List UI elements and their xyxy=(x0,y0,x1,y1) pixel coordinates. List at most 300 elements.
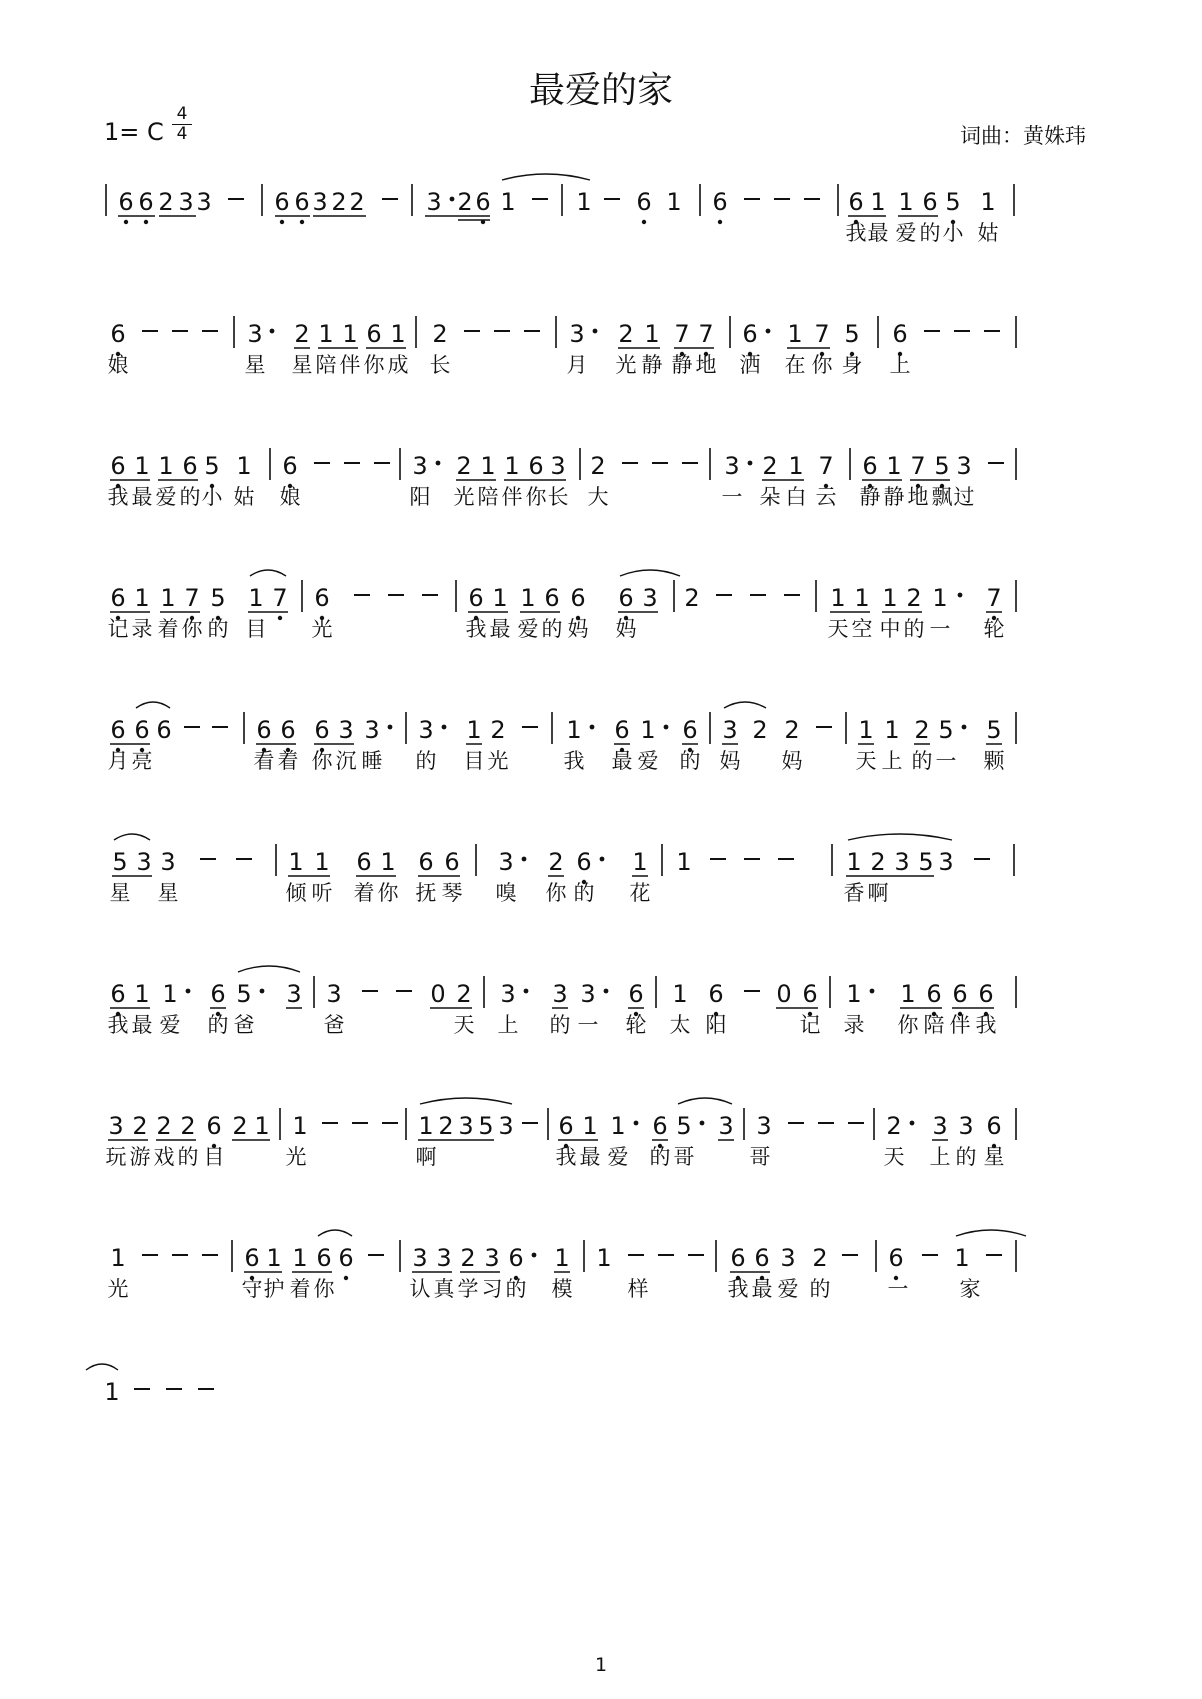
system-7-note: 6 xyxy=(978,980,994,1008)
system-8-note: 2 xyxy=(156,1112,172,1140)
system-1-aug-dot xyxy=(450,197,455,202)
system-9-lyric: 光 xyxy=(107,1277,129,1301)
system-5-note: 5 xyxy=(986,716,1002,744)
system-6-note: 1 xyxy=(380,848,396,876)
system-7-note: 6 xyxy=(110,980,126,1008)
system-9-note: 3 xyxy=(484,1244,500,1272)
system-1-slur xyxy=(502,174,590,180)
system-6-note: 3 xyxy=(160,848,176,876)
system-6-lyric: 嗅 xyxy=(495,881,517,905)
system-6-note: 1 xyxy=(846,848,862,876)
system-7-aug-dot xyxy=(260,989,265,994)
system-4-lyric: 轮 xyxy=(983,617,1005,641)
system-8-lyric: 光 xyxy=(285,1145,307,1169)
system-3-aug-dot xyxy=(436,461,441,466)
system-2-aug-dot xyxy=(593,329,598,334)
system-8-lyric: 的 xyxy=(955,1145,977,1169)
system-1-note: 6 xyxy=(118,188,134,216)
system-2-lyric: 静 xyxy=(641,353,663,377)
system-7-note: 6 xyxy=(708,980,724,1008)
system-4-lyric: 着 xyxy=(157,617,179,641)
system-9-note: 6 xyxy=(730,1244,746,1272)
system-3-note: 1 xyxy=(504,452,520,480)
system-1-note: 6 xyxy=(475,188,491,216)
system-3-lyric: 白 xyxy=(785,485,807,509)
system-4-note: 6 xyxy=(618,584,634,612)
system-3-note: 2 xyxy=(762,452,778,480)
system-2-lyric: 地 xyxy=(695,353,717,377)
system-7-note: 1 xyxy=(162,980,178,1008)
system-8-lyric: 啊 xyxy=(415,1145,437,1169)
system-3-lyric: 静 xyxy=(883,485,905,509)
system-6-slur xyxy=(848,834,952,840)
system-2-lyric: 在 xyxy=(784,353,806,377)
system-7-lyric: 阳 xyxy=(705,1013,727,1037)
system-4-lyric: 我 xyxy=(465,617,487,641)
system-6-lyric: 琴 xyxy=(441,881,463,905)
system-7-note: 6 xyxy=(802,980,818,1008)
system-5-lyric: 上 xyxy=(881,749,903,773)
system-1-note: 6 xyxy=(922,188,938,216)
system-5-note: 2 xyxy=(752,716,768,744)
system-4-note: 1 xyxy=(160,584,176,612)
system-7-note: 1 xyxy=(672,980,688,1008)
system-6-note: 5 xyxy=(112,848,128,876)
system-2-lyric: 你 xyxy=(811,353,833,377)
system-9-note: 2 xyxy=(812,1244,828,1272)
system-4-note: 1 xyxy=(520,584,536,612)
system-8-note: 2 xyxy=(132,1112,148,1140)
system-3-note: 1 xyxy=(158,452,174,480)
system-1-note: 6 xyxy=(294,188,310,216)
system-8-aug-dot xyxy=(700,1121,705,1126)
system-1-note: 2 xyxy=(457,188,473,216)
system-9-lyric: 最 xyxy=(751,1277,773,1301)
system-5-note: 6 xyxy=(314,716,330,744)
system-6-note: 2 xyxy=(548,848,564,876)
system-6-lyric: 你 xyxy=(377,881,399,905)
system-6-lyric: 倾 xyxy=(285,881,307,905)
system-3-aug-dot xyxy=(748,461,753,466)
system-9-lyric: 我 xyxy=(727,1277,749,1301)
system-3-note: 1 xyxy=(886,452,902,480)
system-7-lyric: 伴 xyxy=(949,1013,971,1037)
system-1-octave-dot-low xyxy=(124,220,128,224)
system-3-lyric: 光 xyxy=(453,485,475,509)
system-1-note: 2 xyxy=(331,188,347,216)
system-7-note: 0 xyxy=(776,980,792,1008)
time-signature-unit: 4 xyxy=(176,124,188,144)
system-5-note: 6 xyxy=(280,716,296,744)
system-8-note: 6 xyxy=(986,1112,1002,1140)
system-5-lyric: 妈 xyxy=(781,749,803,773)
system-8-note: 3 xyxy=(718,1112,734,1140)
system-9-note: 1 xyxy=(266,1244,282,1272)
system-8-lyric: 戏 xyxy=(153,1145,175,1169)
system-7-lyric: 爸 xyxy=(233,1013,255,1037)
system-4-lyric: 目 xyxy=(245,617,267,641)
system-7-lyric: 上 xyxy=(497,1013,519,1037)
system-9-lyric: 护 xyxy=(263,1277,285,1301)
system-10-slur xyxy=(86,1364,118,1370)
system-8-note: 1 xyxy=(582,1112,598,1140)
system-9-note: 3 xyxy=(412,1244,428,1272)
system-8-lyric: 玩 xyxy=(105,1145,127,1169)
system-8-note: 3 xyxy=(932,1112,948,1140)
system-7-lyric: 爸 xyxy=(323,1013,345,1037)
system-4-note: 2 xyxy=(906,584,922,612)
system-6-lyric: 抚 xyxy=(415,881,437,905)
system-1-lyric: 的 xyxy=(919,221,941,245)
system-4-lyric: 中 xyxy=(879,617,901,641)
system-2-note: 2 xyxy=(618,320,634,348)
system-9-note: 2 xyxy=(460,1244,476,1272)
system-7-lyric: 太 xyxy=(669,1013,691,1037)
system-8-slur xyxy=(678,1098,732,1104)
system-3-note: 6 xyxy=(182,452,198,480)
system-1-lyric: 小 xyxy=(942,221,964,245)
system-6-note: 3 xyxy=(894,848,910,876)
system-1-note: 3 xyxy=(196,188,212,216)
system-7-note: 3 xyxy=(500,980,516,1008)
system-5-note: 6 xyxy=(110,716,126,744)
system-2-lyric: 陪 xyxy=(315,353,337,377)
system-8-note: 2 xyxy=(180,1112,196,1140)
system-2-lyric: 洒 xyxy=(739,353,761,377)
system-7-lyric: 录 xyxy=(843,1013,865,1037)
system-8-lyric: 最 xyxy=(579,1145,601,1169)
system-5-lyric: 爱 xyxy=(637,749,659,773)
system-2-note: 7 xyxy=(814,320,830,348)
system-7-note: 3 xyxy=(580,980,596,1008)
system-2-lyric: 成 xyxy=(387,353,409,377)
system-1-note: 1 xyxy=(898,188,914,216)
system-7-note: 6 xyxy=(210,980,226,1008)
system-8-note: 2 xyxy=(886,1112,902,1140)
system-2-lyric: 娘 xyxy=(107,353,129,377)
credit-line: 词曲：黄姝玮 xyxy=(960,124,1086,148)
system-4-lyric: 光 xyxy=(311,617,333,641)
system-8-lyric: 天 xyxy=(883,1145,905,1169)
system-4-lyric: 记 xyxy=(107,617,129,641)
system-8-note: 3 xyxy=(458,1112,474,1140)
system-6-aug-dot xyxy=(522,857,527,862)
system-9-slur xyxy=(956,1230,1026,1236)
system-6-lyric: 花 xyxy=(629,881,651,905)
system-8-note: 1 xyxy=(418,1112,434,1140)
system-9-lyric: 习 xyxy=(481,1277,503,1301)
system-8-note: 1 xyxy=(610,1112,626,1140)
system-9-lyric: 模 xyxy=(551,1277,573,1301)
system-2-lyric: 星 xyxy=(291,353,313,377)
system-6-note: 1 xyxy=(632,848,648,876)
system-5-aug-dot xyxy=(962,725,967,730)
system-4-note: 1 xyxy=(248,584,264,612)
system-3-lyric: 姑 xyxy=(233,485,255,509)
system-1-note: 2 xyxy=(349,188,365,216)
system-7-lyric: 的 xyxy=(549,1013,571,1037)
system-5-note: 1 xyxy=(884,716,900,744)
system-8-note: 5 xyxy=(676,1112,692,1140)
system-4-note: 1 xyxy=(134,584,150,612)
system-8-note: 6 xyxy=(558,1112,574,1140)
system-9-note: 1 xyxy=(292,1244,308,1272)
system-5-lyric: 看 xyxy=(253,749,275,773)
system-6-note: 3 xyxy=(136,848,152,876)
system-3-note: 7 xyxy=(818,452,834,480)
system-4-lyric: 天 xyxy=(827,617,849,641)
system-8-lyric: 的 xyxy=(649,1145,671,1169)
system-1-note: 6 xyxy=(712,188,728,216)
system-8-note: 3 xyxy=(108,1112,124,1140)
system-5-lyric: 亮 xyxy=(131,749,153,773)
system-9-note: 6 xyxy=(338,1244,354,1272)
system-6-slur xyxy=(114,834,150,840)
system-3-note: 1 xyxy=(134,452,150,480)
system-9-note: 1 xyxy=(554,1244,570,1272)
system-2-note: 1 xyxy=(390,320,406,348)
system-7-note: 1 xyxy=(900,980,916,1008)
system-3-lyric: 一 xyxy=(721,485,743,509)
system-5-lyric: 目 xyxy=(463,749,485,773)
system-3-lyric: 你 xyxy=(525,485,547,509)
system-7-lyric: 天 xyxy=(453,1013,475,1037)
system-6-note: 5 xyxy=(918,848,934,876)
system-9-note: 6 xyxy=(508,1244,524,1272)
song-title: 最爱的家 xyxy=(528,70,673,111)
system-1-note: 1 xyxy=(500,188,516,216)
system-4-lyric: 的 xyxy=(541,617,563,641)
system-7-note: 3 xyxy=(552,980,568,1008)
system-3-note: 3 xyxy=(550,452,566,480)
system-5-aug-dot xyxy=(590,725,595,730)
system-1-note: 6 xyxy=(636,188,652,216)
system-2-aug-dot xyxy=(270,329,275,334)
system-2-note: 7 xyxy=(698,320,714,348)
system-4-note: 1 xyxy=(830,584,846,612)
system-5-lyric: 月 xyxy=(107,749,129,773)
system-3-note: 6 xyxy=(282,452,298,480)
system-1-note: 5 xyxy=(945,188,961,216)
system-1-lyric: 我 xyxy=(845,221,867,245)
system-5-lyric: 光 xyxy=(487,749,509,773)
system-5-lyric: 最 xyxy=(611,749,633,773)
system-9-note: 6 xyxy=(316,1244,332,1272)
system-8-note: 5 xyxy=(478,1112,494,1140)
system-9-lyric: 的 xyxy=(809,1277,831,1301)
system-3-lyric: 陪 xyxy=(477,485,499,509)
system-5-note: 3 xyxy=(722,716,738,744)
system-3-note: 3 xyxy=(956,452,972,480)
system-9-note: 6 xyxy=(244,1244,260,1272)
system-5-lyric: 的 xyxy=(679,749,701,773)
system-9-note: 6 xyxy=(754,1244,770,1272)
system-5-note: 5 xyxy=(938,716,954,744)
system-8-lyric: 游 xyxy=(129,1145,151,1169)
system-5-lyric: 你 xyxy=(311,749,333,773)
system-9-lyric: 家 xyxy=(959,1277,981,1301)
system-1-note: 1 xyxy=(576,188,592,216)
system-1-note: 6 xyxy=(138,188,154,216)
system-1-note: 3 xyxy=(312,188,328,216)
system-9-note: 1 xyxy=(954,1244,970,1272)
system-1-note: 3 xyxy=(426,188,442,216)
system-5-aug-dot xyxy=(388,725,393,730)
system-2-note: 1 xyxy=(787,320,803,348)
system-5-aug-dot xyxy=(442,725,447,730)
system-4-slur xyxy=(250,570,286,576)
system-2-lyric: 伴 xyxy=(339,353,361,377)
system-8-lyric: 目 xyxy=(203,1145,225,1169)
system-8-note: 1 xyxy=(292,1112,308,1140)
system-3-note: 5 xyxy=(934,452,950,480)
system-1-octave-dot-low xyxy=(642,220,646,224)
system-2-lyric: 光 xyxy=(615,353,637,377)
system-6-lyric: 啊 xyxy=(867,881,889,905)
system-8-lyric: 爱 xyxy=(607,1145,629,1169)
system-2-lyric: 你 xyxy=(363,353,385,377)
system-5-lyric: 一 xyxy=(935,749,957,773)
system-6-note: 1 xyxy=(288,848,304,876)
system-4-note: 6 xyxy=(110,584,126,612)
system-3-note: 1 xyxy=(480,452,496,480)
system-3-note: 5 xyxy=(204,452,220,480)
system-7-slur xyxy=(238,966,300,972)
system-4-aug-dot xyxy=(958,593,963,598)
system-9-octave-dot-low xyxy=(344,1276,348,1280)
system-8-note: 6 xyxy=(206,1112,222,1140)
system-9-lyric: 你 xyxy=(313,1277,335,1301)
system-6-lyric: 着 xyxy=(353,881,375,905)
system-10-note: 1 xyxy=(104,1378,120,1406)
system-7-lyric: 陪 xyxy=(923,1013,945,1037)
system-6-note: 2 xyxy=(870,848,886,876)
system-4-note: 6 xyxy=(468,584,484,612)
system-3-note: 2 xyxy=(590,452,606,480)
system-2-note: 2 xyxy=(432,320,448,348)
system-2-lyric: 静 xyxy=(671,353,693,377)
system-3-lyric: 地 xyxy=(907,485,929,509)
system-6-lyric: 听 xyxy=(311,881,333,905)
system-4-lyric: 的 xyxy=(207,617,229,641)
system-8-note: 1 xyxy=(254,1112,270,1140)
system-9-slur xyxy=(318,1230,352,1236)
system-6-note: 1 xyxy=(314,848,330,876)
system-5-slur xyxy=(136,702,170,708)
system-9-lyric: 爱 xyxy=(777,1277,799,1301)
system-4-note: 6 xyxy=(544,584,560,612)
system-4-lyric: 妈 xyxy=(567,617,589,641)
system-9-note: 3 xyxy=(780,1244,796,1272)
system-5-aug-dot xyxy=(664,725,669,730)
system-4-note: 1 xyxy=(882,584,898,612)
system-5-slur xyxy=(724,702,766,708)
system-2-note: 2 xyxy=(294,320,310,348)
system-9-note: 1 xyxy=(110,1244,126,1272)
system-6-note: 1 xyxy=(676,848,692,876)
system-7-lyric: 的 xyxy=(207,1013,229,1037)
system-2-lyric: 月 xyxy=(566,353,588,377)
system-8-note: 3 xyxy=(958,1112,974,1140)
system-5-note: 6 xyxy=(256,716,272,744)
system-9-lyric: 样 xyxy=(627,1277,649,1301)
system-7-note: 3 xyxy=(326,980,342,1008)
system-3-lyric: 娘 xyxy=(279,485,301,509)
system-5-note: 1 xyxy=(640,716,656,744)
system-1-octave-dot-low xyxy=(144,220,148,224)
system-8-note: 3 xyxy=(498,1112,514,1140)
system-8-note: 2 xyxy=(232,1112,248,1140)
system-3-lyric: 朵 xyxy=(759,485,781,509)
system-4-slur xyxy=(620,570,680,576)
key-signature: 1= C xyxy=(104,118,164,146)
system-3-lyric: 小 xyxy=(201,485,223,509)
system-9-note: 1 xyxy=(596,1244,612,1272)
system-9-aug-dot xyxy=(532,1253,537,1258)
system-1-note: 1 xyxy=(666,188,682,216)
system-8-slur xyxy=(420,1098,512,1104)
system-4-lyric: 空 xyxy=(851,617,873,641)
system-4-lyric: 你 xyxy=(181,617,203,641)
system-2-note: 3 xyxy=(569,320,585,348)
system-4-note: 7 xyxy=(986,584,1002,612)
system-5-note: 1 xyxy=(858,716,874,744)
system-5-lyric: 的 xyxy=(911,749,933,773)
system-8-lyric: 我 xyxy=(555,1145,577,1169)
system-3-note: 2 xyxy=(456,452,472,480)
system-9-lyric: 着 xyxy=(289,1277,311,1301)
system-3-note: 1 xyxy=(236,452,252,480)
system-7-note: 6 xyxy=(952,980,968,1008)
system-6-note: 3 xyxy=(498,848,514,876)
system-3-note: 7 xyxy=(910,452,926,480)
system-7-note: 0 xyxy=(430,980,446,1008)
system-4-lyric: 一 xyxy=(929,617,951,641)
system-3-note: 3 xyxy=(412,452,428,480)
system-3-note: 3 xyxy=(724,452,740,480)
system-5-note: 1 xyxy=(566,716,582,744)
system-6-note: 6 xyxy=(356,848,372,876)
system-4-lyric: 录 xyxy=(131,617,153,641)
system-2-note: 6 xyxy=(366,320,382,348)
system-9-lyric: 真 xyxy=(433,1277,455,1301)
system-4-note: 7 xyxy=(184,584,200,612)
system-7-note: 2 xyxy=(456,980,472,1008)
system-6-lyric: 星 xyxy=(109,881,131,905)
system-3-lyric: 过 xyxy=(953,485,975,509)
system-9-note: 3 xyxy=(436,1244,452,1272)
system-4-note: 5 xyxy=(210,584,226,612)
system-7-lyric: 我 xyxy=(975,1013,997,1037)
system-5-lyric: 睡 xyxy=(361,749,383,773)
system-6-lyric: 星 xyxy=(157,881,179,905)
system-4-note: 2 xyxy=(684,584,700,612)
system-7-note: 5 xyxy=(236,980,252,1008)
system-7-aug-dot xyxy=(186,989,191,994)
system-1-octave-dot-low xyxy=(718,220,722,224)
system-8-lyric: 上 xyxy=(929,1145,951,1169)
system-5-note: 3 xyxy=(364,716,380,744)
system-3-lyric: 伴 xyxy=(501,485,523,509)
system-7-note: 1 xyxy=(846,980,862,1008)
system-3-note: 1 xyxy=(788,452,804,480)
system-3-lyric: 阳 xyxy=(409,485,431,509)
system-8-lyric: 哥 xyxy=(673,1145,695,1169)
system-4-octave-dot-low xyxy=(278,616,282,620)
system-2-lyric: 星 xyxy=(244,353,266,377)
system-5-lyric: 我 xyxy=(563,749,585,773)
system-9-lyric: 学 xyxy=(457,1277,479,1301)
